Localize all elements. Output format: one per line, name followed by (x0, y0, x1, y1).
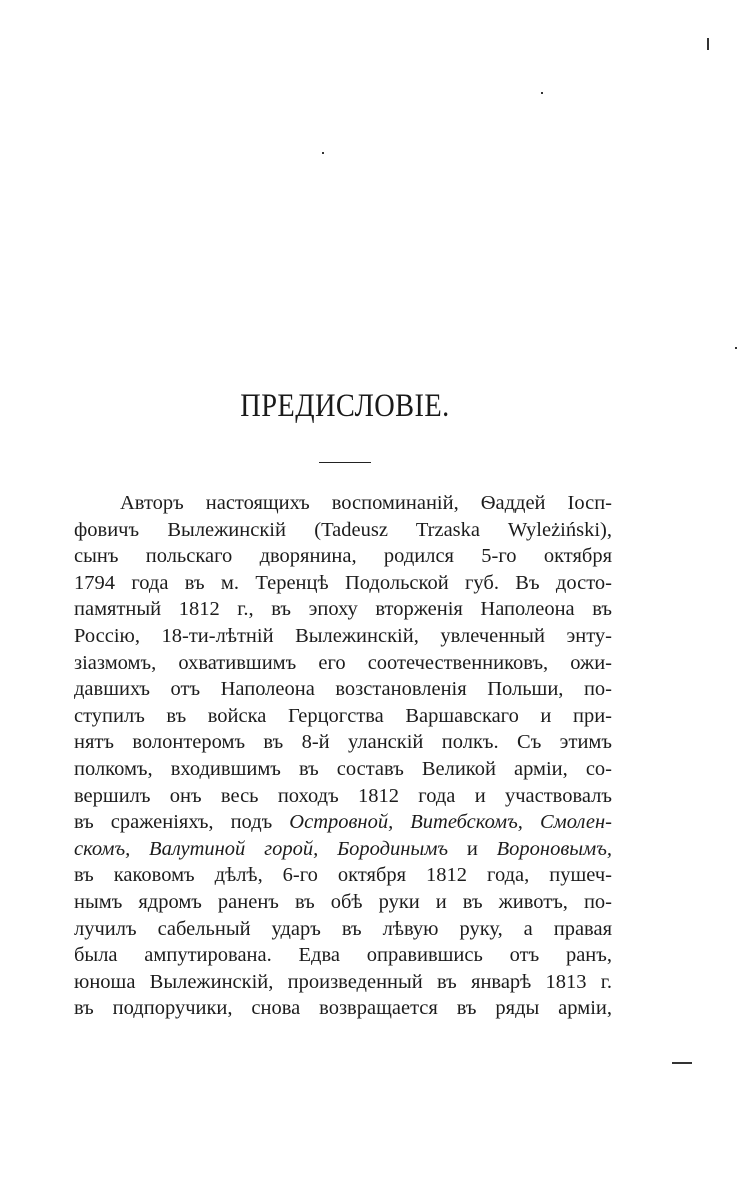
text-segment: и (448, 837, 497, 860)
text-line: вершилъ онъ весь походъ 1812 года и участвовалъ (74, 784, 612, 807)
text-line: ступилъ въ войска Герцогства Варшавскаго и при- (74, 704, 612, 727)
italic-place-names: скомъ, Валутиной горой, Бородинымъ (74, 837, 449, 860)
text-line: юноша Вылежинскій, произведенный въ январѣ 1813 г. (74, 970, 612, 993)
scan-mark-dash-right (672, 1062, 692, 1064)
scan-mark-dot (541, 92, 543, 94)
text-line: нымъ ядромъ раненъ въ обѣ руки и въ животъ, по- (74, 890, 612, 913)
body-paragraph (74, 490, 612, 1022)
page-title: ПРЕДИСЛОВІЕ. (240, 388, 450, 424)
text-line: полкомъ, входившимъ въ составъ Великой арміи, со- (74, 757, 612, 780)
scan-mark-dot (735, 347, 737, 349)
text-line: въ каковомъ дѣлѣ, 6-го октября 1812 года, пушеч- (74, 864, 612, 887)
text-line-mixed (74, 809, 612, 836)
text-line: лучилъ сабельный ударъ въ лѣвую руку, а правая (74, 917, 612, 940)
text-line: памятный 1812 г., въ эпоху вторженія Наполеона въ (74, 598, 612, 621)
scan-mark-dot (322, 152, 324, 154)
text-line: сынъ польскаго дворянина, родился 5-го октября (74, 545, 612, 568)
text-line: фовичъ Вылежинскій (Tadeusz Trzaska Wyleżiński), (74, 518, 612, 541)
italic-place-names: Островной, Витебскомъ, Смолен- (289, 811, 612, 834)
text-line-mixed (74, 836, 612, 863)
italic-place-names: Вороновымъ, (496, 837, 612, 860)
text-segment: въ сраженіяхъ, подъ (74, 811, 290, 834)
title-divider (319, 462, 371, 463)
text-line: была ампутирована. Едва оправившись отъ ранъ, (74, 944, 612, 967)
text-line: Россію, 18-ти-лѣтній Вылежинскій, увлеченный энту- (74, 624, 612, 647)
scan-mark-top-right (707, 38, 709, 50)
text-line: Авторъ настоящихъ воспоминаній, Ѳаддей Іосп- (120, 492, 612, 514)
text-line: зіазмомъ, охватившимъ его соотечественниковъ, ожи- (74, 651, 612, 674)
text-line: въ подпоручики, снова возвращается въ ряды арміи, (74, 997, 612, 1020)
text-line: давшихъ отъ Наполеона возстановленія Польши, по- (74, 678, 612, 701)
text-line: 1794 года въ м. Теренцѣ Подольской губ. Въ досто- (74, 571, 612, 594)
text-line: нятъ волонтеромъ въ 8-й уланскій полкъ. Съ этимъ (74, 731, 612, 754)
